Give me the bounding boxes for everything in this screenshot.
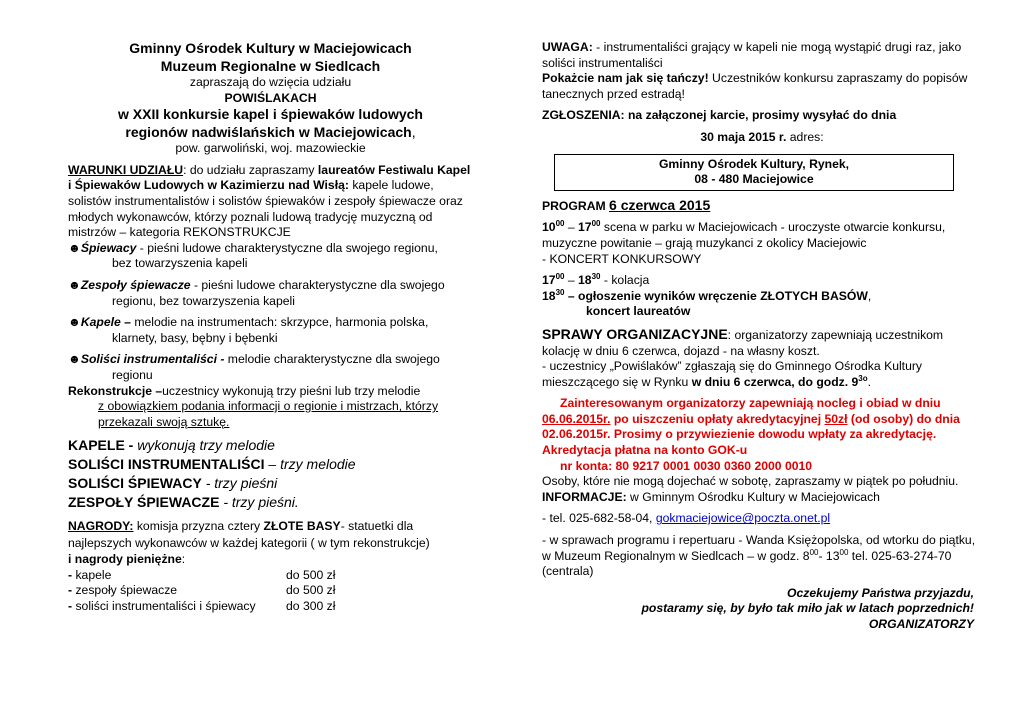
- prizes-text-2: - statuetki dla najlepszych wykonawców w każdej kategorii ( w tym rekonstrukcje): [68, 519, 430, 551]
- saturday-note: Osoby, które nie mogą dojechać w sobotę, zapraszamy w piątek po południu.: [542, 474, 959, 489]
- smiley-icon: ☻: [68, 240, 81, 255]
- right-column: [542, 40, 982, 633]
- prize-label: zespoły śpiewacze: [75, 583, 178, 598]
- reconstruction-label: Rekonstrukcje –: [68, 383, 163, 398]
- program-text: – ogłoszenie wyników wręczenie ZŁOTYCH BASÓW: [564, 288, 868, 303]
- prize-row: - kapele do 500 zł: [68, 567, 336, 582]
- prize-amount: do 300 zł: [286, 599, 336, 614]
- notice-text-1: Zainteresowanym organizatorzy zapewniają nocleg i obiad w dniu: [560, 396, 941, 411]
- left-column: [68, 40, 473, 615]
- category-label: SOLIŚCI ŚPIEWACY: [68, 475, 202, 492]
- time: 17: [578, 220, 592, 235]
- prize-label: kapele: [75, 567, 112, 582]
- organization-label: SPRAWY ORGANIZACYJNE: [542, 325, 728, 342]
- organization-end: .: [867, 374, 872, 389]
- email-link[interactable]: gokmaciejowice@poczta.onet.pl: [655, 511, 831, 526]
- program-label: PROGRAM: [542, 198, 610, 213]
- time: 18: [542, 288, 556, 303]
- conditions-paragraph: [68, 163, 473, 241]
- category-desc: melodie na instrumentach: skrzypce, harmonia polska,: [130, 315, 429, 330]
- time: 17: [542, 273, 556, 288]
- category-singers: [68, 474, 473, 493]
- time-sup: 00: [555, 272, 565, 282]
- program-item-1-line-2: - KONCERT KONKURSOWY: [542, 251, 702, 266]
- time-sup: 00: [555, 219, 565, 229]
- museum-info: [542, 533, 982, 580]
- prize-row: - zespoły śpiewacze do 500 zł: [68, 583, 336, 598]
- dash: –: [564, 220, 579, 235]
- program-date: 6 czerwca 2015: [609, 196, 711, 213]
- prizes-label: NAGRODY:: [68, 519, 134, 534]
- category-desc-cont: bez towarzyszenia kapeli: [112, 256, 248, 271]
- header-line-5: w XXII konkursie kapel i śpiewaków ludowych: [118, 106, 423, 123]
- reconstruction-note-1: z obowiązkiem podania informacji o regionie i mistrzach, którzy: [98, 399, 439, 414]
- program-item-2: [542, 273, 982, 289]
- museum-sup: 00: [809, 547, 819, 557]
- prize-label: soliści instrumentaliści i śpiewacy: [75, 599, 256, 614]
- notice-date: 06.06.2015r.: [542, 411, 611, 426]
- smiley-icon: ☻: [68, 352, 81, 367]
- category-item-1: [68, 241, 473, 272]
- category-kapele: [68, 436, 473, 455]
- conditions-bold-1: laureatów Festiwalu Kapel i Śpiewaków Ludowych w Kazimierzu nad Wisłą:: [68, 162, 471, 193]
- conditions-text-2: kapele ludowe, solistów instrumentalistów i solistów śpiewaków i zespoły śpiewacze oraz młodych wykonawców, którzy poznali ludową tradycję muzyczną od mistrzów – kategoria REKONSTRUKCJE: [68, 178, 463, 240]
- categories-list: [68, 436, 473, 512]
- info-label: INFORMACJE:: [542, 489, 627, 504]
- organization-text: : organizatorzy zapewniają uczestnikom kolację w dniu 6 czerwca, dojazd - na własny koszt.: [542, 327, 944, 358]
- notice-text-3: (od osoby) do dnia 02.06.2015r. Prosimy o przywiezienie dowodu wpłaty za akredytację. Akredytacja płatna na konto GOK-u: [542, 411, 960, 458]
- organization-paragraph-2: [542, 359, 982, 390]
- warning-label: UWAGA:: [542, 40, 593, 54]
- museum-text: - w sprawach programu i repertuaru - Wanda Księżopolska, od wtorku do piątku, w Muzeum Regionalnym w Siedlcach – w godz. 8: [542, 533, 976, 563]
- closing-line-1: Oczekujemy Państwa przyjazdu,: [787, 585, 974, 600]
- time: 18: [578, 273, 592, 288]
- phone-line: [542, 511, 982, 527]
- organization-paragraph: [542, 326, 982, 359]
- info-text: w Gminnym Ośrodku Kultury w Maciejowicach: [626, 489, 880, 504]
- category-item-3: [68, 315, 473, 346]
- reconstruction-line: [68, 384, 473, 400]
- warning-text: - instrumentaliści grający w kapeli nie mogą wystąpić drugi raz, jako soliści instrumentaliści: [542, 40, 962, 70]
- prize-amount: do 500 zł: [286, 567, 336, 582]
- category-rule: – trzy melodie: [264, 456, 356, 473]
- program-text: scena w parku w Maciejowicach - uroczyste otwarcie konkursu, muzyczne powitanie – grają muzykanci z okolicy Maciejowic: [542, 220, 946, 250]
- program-item-3-line-2: koncert laureatów: [586, 304, 691, 319]
- category-desc-cont: regionu, bez towarzyszenia kapeli: [112, 293, 295, 308]
- reconstruction-note-2: przekazali swoją sztukę.: [98, 414, 230, 429]
- header-line-3: zapraszają do wzięcia udziału: [189, 75, 352, 89]
- prizes-text-1: komisja przyzna cztery: [133, 519, 264, 534]
- category-name: Śpiewacy: [80, 240, 137, 255]
- notice-fee: 50zł: [824, 411, 848, 426]
- header: [68, 40, 473, 157]
- dash: –: [564, 273, 579, 288]
- address-line-1: Gminny Ośrodek Kultury, Rynek,: [658, 156, 850, 171]
- program-comma: ,: [867, 288, 872, 303]
- closing-line-2: postaramy się, by było tak miło jak w latach poprzednich!: [641, 601, 974, 616]
- notice-text-2: po uiszczeniu opłaty akredytacyjnej: [610, 411, 825, 426]
- time-sup: 30: [591, 272, 601, 282]
- money-label-text: i nagrody pieniężne: [68, 552, 182, 567]
- museum-sup: 00: [839, 547, 849, 557]
- category-label: SOLIŚCI INSTRUMENTALIŚCI: [68, 456, 265, 473]
- warning-paragraph: [542, 40, 982, 71]
- category-name: Zespoły śpiewacze: [80, 277, 191, 292]
- organization-bold: w dniu 6 czerwca, do godz. 9: [691, 374, 859, 389]
- closing-signature: ORGANIZATORZY: [868, 617, 974, 631]
- header-line-7: pow. garwoliński, woj. mazowieckie: [175, 141, 366, 156]
- money-label-colon: :: [181, 552, 186, 567]
- organization-text-2: - uczestnicy „Powiślaków” zgłaszają się do Gminnego Ośrodka Kultury mieszczącego się w Rynku: [542, 359, 922, 389]
- header-line-4: POWIŚLAKACH: [224, 90, 317, 105]
- smiley-icon: ☻: [68, 315, 81, 330]
- category-item-2: [68, 278, 473, 309]
- prizes-bold: ZŁOTE BASY: [263, 519, 341, 534]
- submissions-line: ZGŁOSZENIA: na załączonej karcie, prosimy wysyłać do dnia: [542, 108, 897, 123]
- dance-bold: Pokażcie nam jak się tańczy!: [542, 71, 709, 86]
- category-rule: wykonują trzy melodie: [133, 437, 275, 454]
- category-desc-cont: klarnety, basy, bębny i bębenki: [112, 330, 278, 345]
- header-line-6-comma: ,: [411, 123, 416, 140]
- category-desc: - pieśni ludowe charakterystyczne dla swojego: [190, 277, 445, 292]
- time: 10: [542, 220, 556, 235]
- address-line-2: 08 - 480 Maciejowice: [694, 172, 814, 187]
- header-line-1: Gminny Ośrodek Kultury w Maciejowicach: [129, 40, 412, 56]
- category-desc-cont: regionu: [112, 367, 153, 382]
- accommodation-notice: [542, 396, 982, 458]
- deadline-addr: adres:: [786, 129, 824, 144]
- dance-paragraph: [542, 71, 982, 102]
- info-line: [542, 490, 982, 506]
- category-desc: melodie charakterystyczne dla swojego: [224, 352, 440, 367]
- category-label: KAPELE -: [68, 437, 134, 454]
- prize-row: - soliści instrumentaliści i śpiewacy do 300 zł: [68, 599, 336, 614]
- category-choirs: [68, 493, 473, 512]
- category-instrumentalists: [68, 455, 473, 474]
- header-line-6: [68, 124, 473, 142]
- category-rule: - trzy pieśni: [201, 475, 278, 492]
- category-rule: - trzy pieśni.: [219, 494, 299, 511]
- address-box: [554, 154, 954, 191]
- prize-amount: do 500 zł: [286, 583, 336, 598]
- category-name: Soliści instrumentaliści -: [80, 352, 225, 367]
- conditions-label: WARUNKI UDZIAŁU: [68, 162, 184, 177]
- category-name: Kapele –: [80, 315, 131, 330]
- reconstruction-text: uczestnicy wykonują trzy pieśni lub trzy melodie: [162, 383, 421, 398]
- deadline-date: 30 maja 2015 r.: [700, 129, 787, 144]
- category-desc: - pieśni ludowe charakterystyczne dla swojego regionu,: [136, 240, 438, 255]
- money-prizes-label: [68, 552, 473, 568]
- category-item-4: [68, 352, 473, 383]
- phone-text: - tel. 025-682-58-04,: [542, 511, 656, 526]
- time-sup: 00: [591, 219, 601, 229]
- program-heading: [542, 197, 982, 215]
- program-item-3: [542, 289, 982, 305]
- header-line-2: Muzeum Regionalne w Siedlcach: [160, 57, 381, 74]
- smiley-icon: ☻: [68, 277, 81, 292]
- header-line-6-text: regionów nadwiślańskich w Maciejowicach: [125, 123, 412, 140]
- museum-end: tel. 025-63-274-70 (centrala): [542, 548, 952, 579]
- bank-account: nr konta: 80 9217 0001 0030 0360 2000 0010: [560, 458, 813, 473]
- program-text: - kolacja: [600, 273, 650, 288]
- prizes-paragraph: [68, 518, 473, 552]
- organization-sup: 3o: [858, 373, 868, 383]
- dance-text: Uczestników konkursu zapraszamy do popisów tanecznych przed estradą!: [542, 71, 968, 101]
- submissions-deadline: [542, 130, 982, 146]
- conditions-text-1: : do udziału zapraszamy: [183, 162, 318, 177]
- time-sup: 30: [555, 287, 565, 297]
- museum-mid: - 13: [818, 548, 840, 563]
- category-label: ZESPOŁY ŚPIEWACZE: [68, 494, 220, 511]
- program-item-1: [542, 220, 982, 251]
